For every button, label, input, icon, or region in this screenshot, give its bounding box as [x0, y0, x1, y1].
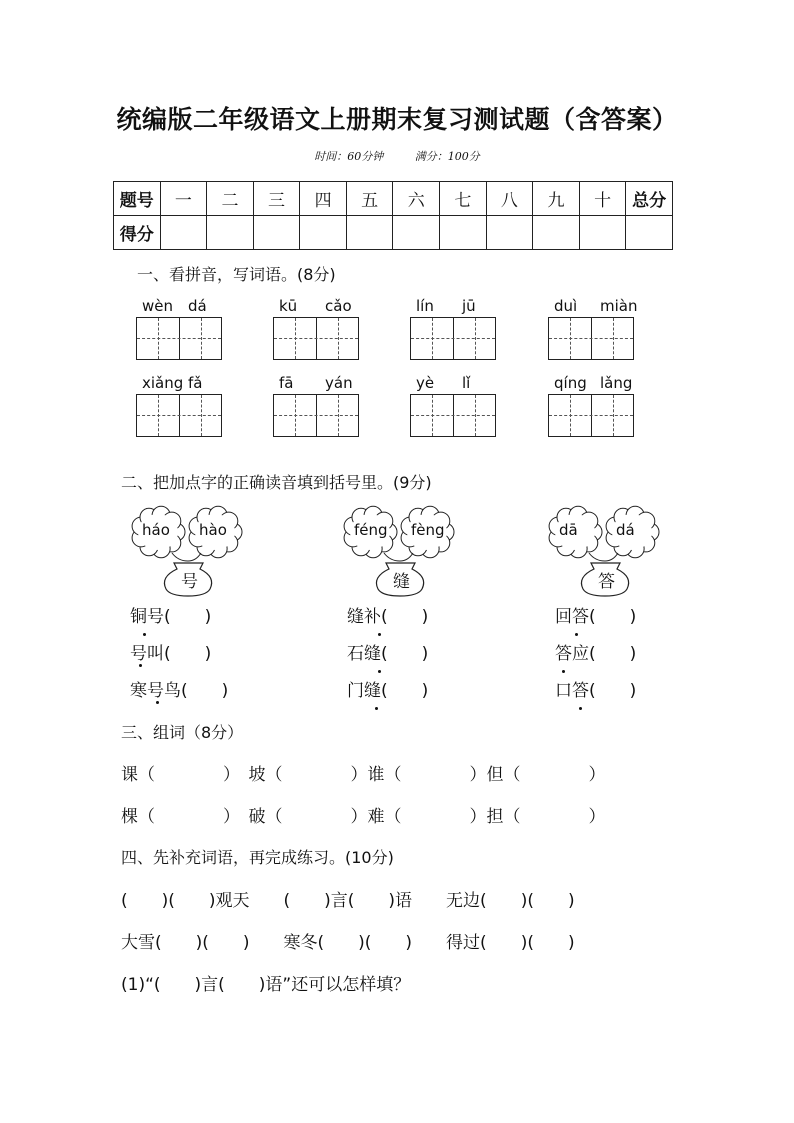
- fill-idiom-row-1: ( )( )观天 ( )言( )语 无边( )( ): [121, 891, 575, 911]
- tianzige-box[interactable]: [273, 317, 359, 360]
- word-group-row-1: 课（ ） 坡（ ）谁（ ）但（ ）: [121, 765, 606, 785]
- score-cell[interactable]: [300, 216, 347, 250]
- section4-heading: 四、先补充词语，再完成练习。(10分): [121, 848, 394, 867]
- pinyin-syllable: duì: [554, 297, 578, 315]
- pinyin-syllable: cǎo: [325, 297, 352, 315]
- word-group-row-2: 棵（ ） 破（ ）难（ ）担（ ）: [121, 807, 606, 827]
- pinyin-option: fèng: [411, 521, 445, 539]
- pinyin-syllable: fā: [279, 374, 294, 392]
- emphasis-dot: [575, 633, 578, 636]
- score-cell[interactable]: [160, 216, 207, 250]
- emphasis-dot: [156, 701, 159, 704]
- score-cell[interactable]: [346, 216, 393, 250]
- pinyin-syllable: miàn: [600, 297, 638, 315]
- polyphone-word: 口答( ): [555, 681, 637, 701]
- polyphone-word: 缝补( ): [347, 607, 429, 627]
- score-table-score-row: [114, 216, 673, 250]
- emphasis-dot: [378, 633, 381, 636]
- emphasis-dot: [579, 707, 582, 710]
- score-header-cell: 题号: [114, 182, 161, 216]
- score-table: [113, 181, 673, 250]
- pinyin-syllable: kū: [279, 297, 298, 315]
- score-header-cell: 二: [207, 182, 254, 216]
- pinyin-option: hào: [199, 521, 227, 539]
- score-cell[interactable]: [486, 216, 533, 250]
- pinyin-syllable: fǎ: [188, 374, 203, 392]
- tianzige-box[interactable]: [548, 394, 634, 437]
- pinyin-syllable: wèn: [142, 297, 174, 315]
- score-header-cell: 十: [579, 182, 626, 216]
- emphasis-dot: [139, 664, 142, 667]
- score-row-label: 得分: [114, 216, 161, 250]
- pinyin-syllable: lǎng: [600, 374, 633, 392]
- polyphone-word: 寒号鸟( ): [130, 681, 229, 701]
- pinyin-syllable: jū: [462, 297, 476, 315]
- score-header-cell: 五: [346, 182, 393, 216]
- pinyin-syllable: dá: [188, 297, 207, 315]
- pot-character: 号: [181, 572, 198, 592]
- score-header-cell: 八: [486, 182, 533, 216]
- polyphone-word: 石缝( ): [347, 644, 429, 664]
- score-cell[interactable]: [393, 216, 440, 250]
- polyphone-word: 铜号( ): [130, 607, 212, 627]
- emphasis-dot: [143, 633, 146, 636]
- polyphone-word: 答应( ): [555, 644, 637, 664]
- score-header-cell: 一: [160, 182, 207, 216]
- section3-heading: 三、组词（8分）: [121, 723, 244, 742]
- polyphone-word: 门缝( ): [347, 681, 429, 701]
- pinyin-option: dā: [559, 521, 578, 539]
- emphasis-dot: [375, 707, 378, 710]
- polyphone-word: 号叫( ): [130, 644, 212, 664]
- score-header-cell: 六: [393, 182, 440, 216]
- section1-heading: 一、看拼音，写词语。(8分): [137, 265, 336, 284]
- time-limit: 时间：60分钟: [314, 150, 384, 163]
- tianzige-box[interactable]: [136, 317, 222, 360]
- page-title: 统编版二年级语文上册期末复习测试题（含答案）: [116, 105, 678, 134]
- pinyin-syllable: xiǎng: [142, 374, 184, 392]
- question-1: (1)“( )言( )语”还可以怎样填？: [121, 975, 411, 995]
- pinyin-syllable: yè: [416, 374, 435, 392]
- tianzige-box[interactable]: [548, 317, 634, 360]
- fill-idiom-row-2: 大雪( )( ) 寒冬( )( ) 得过( )( ): [121, 933, 575, 953]
- pinyin-option: dá: [616, 521, 635, 539]
- pot-character: 缝: [393, 572, 410, 592]
- score-header-cell: 九: [533, 182, 580, 216]
- emphasis-dot: [378, 670, 381, 673]
- score-cell[interactable]: [626, 216, 673, 250]
- score-table-header-row: [114, 182, 673, 216]
- pinyin-syllable: lín: [416, 297, 434, 315]
- tianzige-box[interactable]: [410, 317, 496, 360]
- section2-heading: 二、把加点字的正确读音填到括号里。(9分): [121, 473, 432, 492]
- tianzige-box[interactable]: [410, 394, 496, 437]
- polyphone-word: 回答( ): [555, 607, 637, 627]
- emphasis-dot: [562, 670, 565, 673]
- tianzige-box[interactable]: [136, 394, 222, 437]
- score-cell[interactable]: [207, 216, 254, 250]
- pinyin-option: féng: [354, 521, 388, 539]
- pinyin-syllable: lǐ: [462, 374, 471, 392]
- pinyin-syllable: qíng: [554, 374, 587, 392]
- score-cell[interactable]: [533, 216, 580, 250]
- score-cell[interactable]: [253, 216, 300, 250]
- tianzige-box[interactable]: [273, 394, 359, 437]
- pinyin-syllable: yán: [325, 374, 353, 392]
- full-score: 满分：100分: [414, 150, 480, 163]
- score-cell[interactable]: [440, 216, 487, 250]
- score-header-cell: 总分: [626, 182, 673, 216]
- score-header-cell: 三: [253, 182, 300, 216]
- pinyin-option: háo: [142, 521, 170, 539]
- page-subtitle: [0, 148, 794, 164]
- score-header-cell: 七: [440, 182, 487, 216]
- pot-character: 答: [598, 572, 615, 592]
- score-header-cell: 四: [300, 182, 347, 216]
- score-cell[interactable]: [579, 216, 626, 250]
